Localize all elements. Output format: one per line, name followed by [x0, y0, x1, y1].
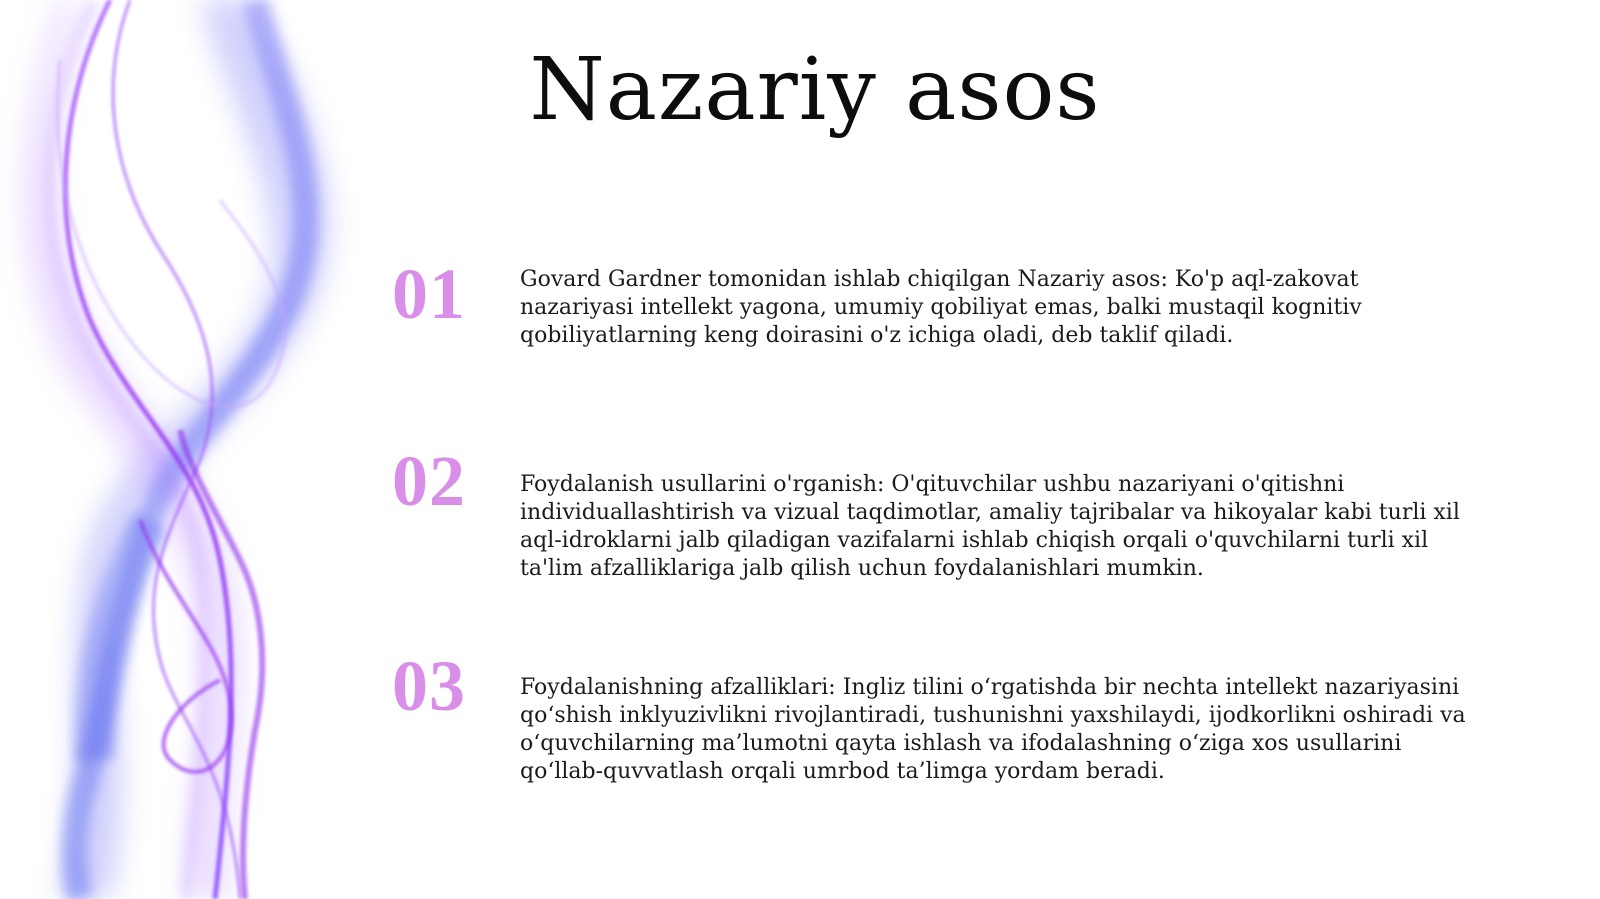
item-number: 03: [392, 646, 466, 726]
item-number: 01: [392, 254, 466, 334]
item-text: Foydalanish usullarini o'rganish: O'qituvchilar ushbu nazariyani o'qitishni individuallashtirish va vizual taqdimotlar, amaliy tajribalar va hikoyalar kabi turli xil aql-idroklarni jalb qiladigan vazifalarni ishlab chiqish orqali o'quvchilarni turli xil ta'lim afzalliklariga jalb qilish uchun foydalanishlari mumkin.: [520, 472, 1460, 581]
item-text: Foydalanishning afzalliklari: Ingliz tilini o‘rgatishda bir nechta intellekt nazariyasini qo‘shish inklyuzivlikni rivojlantiradi, tushunishni yaxshilaydi, ijodkorlikni oshiradi va o‘quvchilarning ma’lumotni qayta ishlash va ifodalashning o‘ziga xos usullarini qo‘llab-quvvatlash orqali umrbod ta’limga yordam beradi.: [520, 675, 1466, 784]
item-number: 02: [392, 441, 466, 521]
item-text: Govard Gardner tomonidan ishlab chiqilgan Nazariy asos: Ko'p aql-zakovat nazariyasi intellekt yagona, umumiy qobiliyat emas, balki mustaqil kognitiv qobiliyatlarning keng doirasini o'z ichiga oladi, deb taklif qiladi.: [520, 267, 1362, 348]
slide-title: Nazariy asos: [529, 40, 1101, 140]
